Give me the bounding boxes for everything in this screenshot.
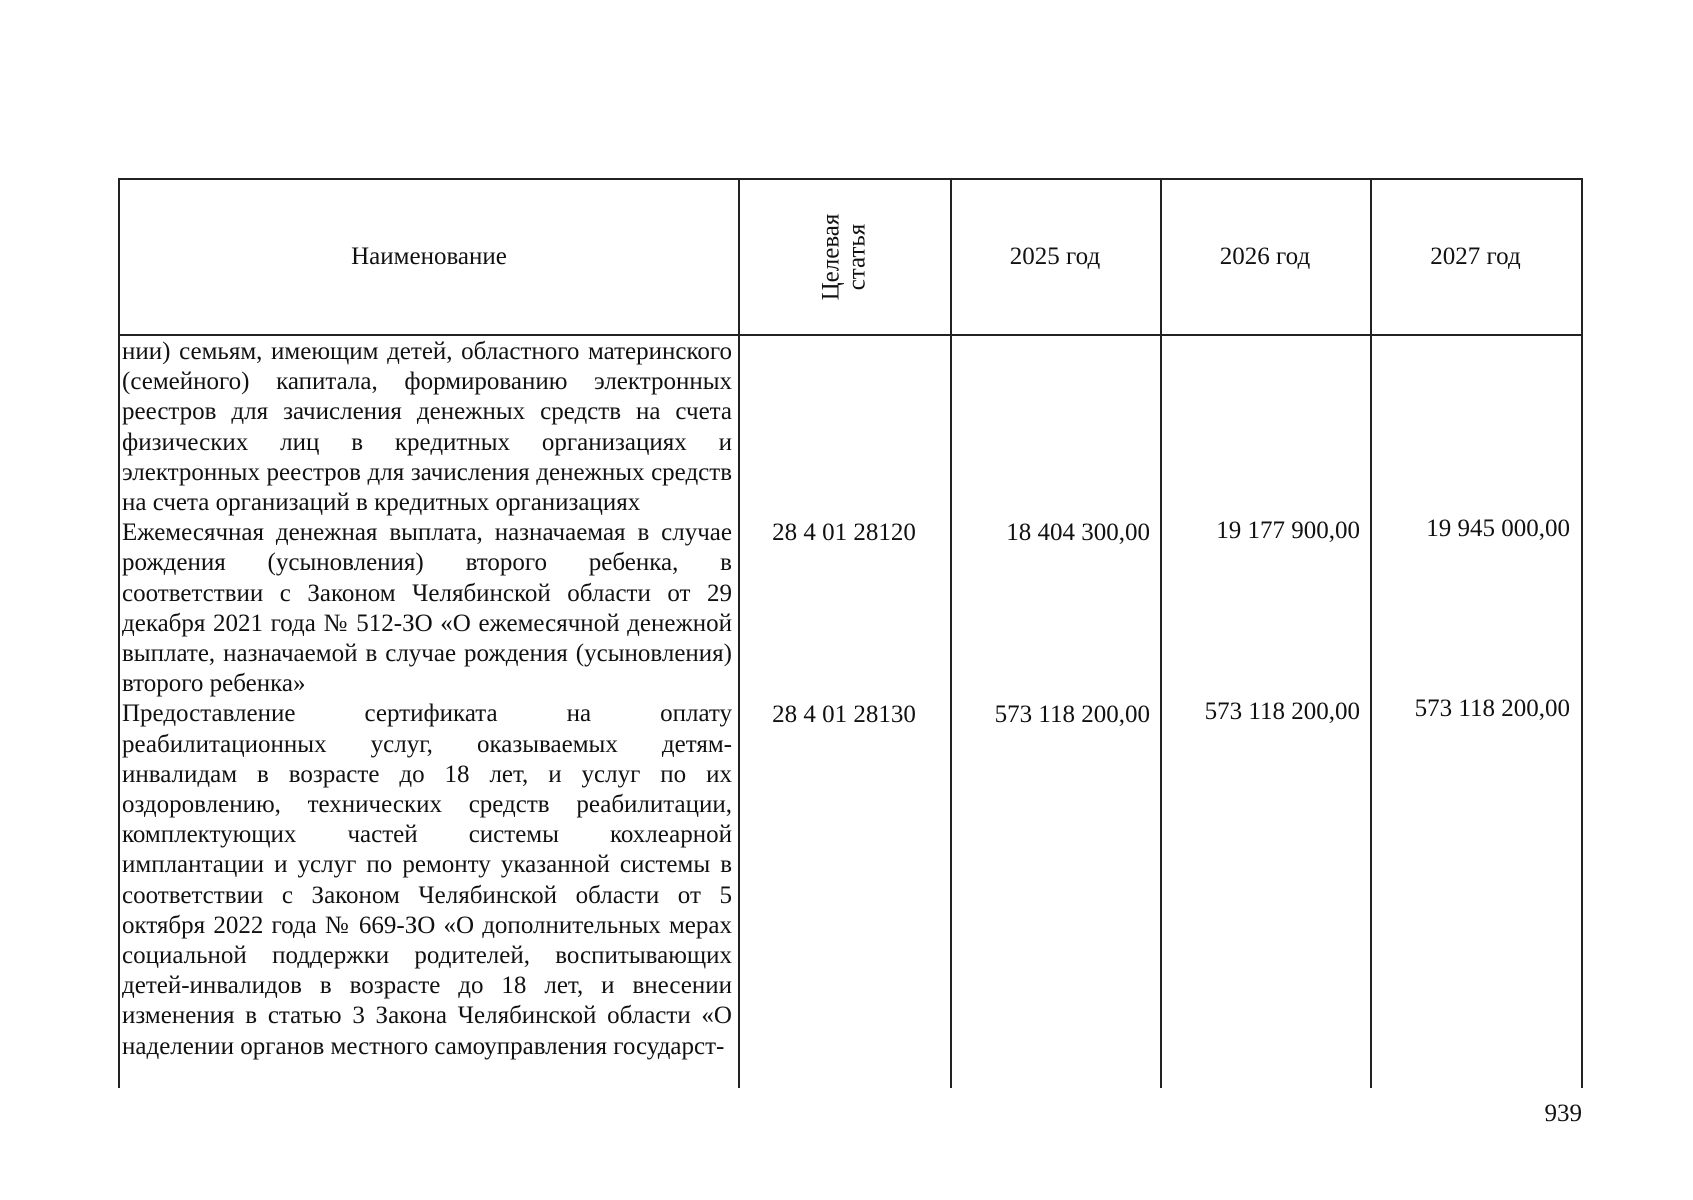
row-2-2025: 573 118 200,00: [994, 701, 1150, 728]
row-1-code: 28 4 01 28120: [772, 519, 916, 546]
row-2-code: 28 4 01 28130: [772, 701, 916, 728]
name-paragraph-3: Предоставление сертификата на оплату реабилитационных услуг, оказываемых детям-инвалидам в возрасте до 18 лет, и услуг по их оздоровлению, технических средств реабилитации, комплектующих частей системы кохлеарной имплантации и услуг по ремонту указанной системы в соответствии с Законом Челябинской области от 5 октября 2022 года № 669-ЗО «О дополнительных мерах социальной поддержки родителей, воспитывающих детей-инвалидов в возрасте до 18 лет, и внесении изменения в статью 3 Закона Челябинской области «О наделении органов местного самоуправления государст-: [122, 700, 732, 1060]
row-1-2025: 18 404 300,00: [1006, 519, 1150, 546]
name-column-text: [122, 337, 732, 1062]
header-target-article-line2: статья: [842, 223, 870, 291]
header-2025: 2025 год: [1009, 243, 1101, 270]
header-divider: [120, 334, 1583, 336]
name-paragraph-1: нии) семьям, имеющим детей, областного материнского (семейного) капитала, формированию электронных реестров для зачисления денежных средств на счета физических лиц в кредитных организациях и электронных реестров для зачисления денежных средств на счета организаций в кредитных организациях: [122, 338, 732, 517]
row-1-2027: 19 945 000,00: [1426, 515, 1570, 542]
name-paragraph-2: Ежемесячная денежная выплата, назначаемая в случае рождения (усыновления) второго ребенка, в соответствии с Законом Челябинской области от 29 декабря 2021 года № 512-ЗО «О ежемесячной денежной выплате, назначаемой в случае рождения (усыновления) второго ребенка»: [122, 519, 732, 698]
row-1-2026: 19 177 900,00: [1216, 517, 1360, 544]
header-target-article: [738, 180, 950, 334]
header-2027: 2027 год: [1430, 243, 1521, 270]
page-number: 939: [1544, 1100, 1582, 1127]
header-name: Наименование: [351, 243, 507, 270]
budget-table: [118, 178, 1583, 1088]
row-2-2027: 573 118 200,00: [1414, 695, 1570, 722]
column-divider: [1581, 180, 1583, 1088]
row-2-2026: 573 118 200,00: [1204, 698, 1360, 725]
header-2026: 2026 год: [1219, 243, 1311, 270]
header-target-article-line1: Целевая: [816, 213, 844, 301]
